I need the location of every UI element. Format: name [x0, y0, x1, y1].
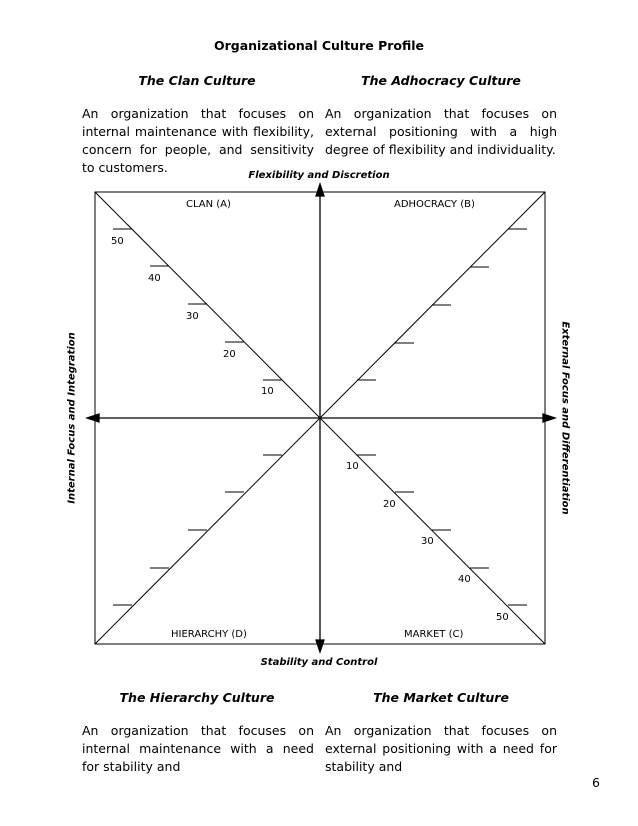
adhocracy-culture-heading: The Adhocracy Culture — [361, 73, 521, 88]
hierarchy-culture-heading: The Hierarchy Culture — [119, 690, 275, 705]
arrow-up — [316, 184, 324, 196]
scale-market-30: 30 — [421, 536, 434, 547]
axis-label-bottom: Stability and Control — [260, 657, 378, 668]
page-number: 6 — [592, 775, 600, 790]
scale-clan-40: 40 — [148, 273, 161, 284]
scale-market-20: 20 — [383, 499, 396, 510]
axis-label-right: External Focus and Differentiation — [559, 321, 571, 515]
axis-label-top: Flexibility and Discretion — [248, 170, 390, 181]
scale-clan-10: 10 — [261, 386, 274, 397]
document-title: Organizational Culture Profile — [213, 38, 425, 53]
arrow-left — [87, 414, 99, 422]
clan-culture-heading: The Clan Culture — [138, 73, 256, 88]
quadrant-label-adhocracy: ADHOCRACY (B) — [394, 199, 475, 210]
clan-culture-description: An organization that focuses on internal maintenance with flexibility, concern for people, and sensitivity to customers. — [82, 106, 314, 175]
quadrant-label-market: MARKET (C) — [404, 629, 464, 640]
scale-market-10: 10 — [346, 461, 359, 472]
market-culture-heading: The Market Culture — [373, 690, 509, 705]
scale-clan-30: 30 — [186, 311, 199, 322]
market-culture-description: An organization that focuses on external positioning with a need for stability and — [325, 723, 557, 774]
arrow-down — [316, 640, 324, 652]
axis-label-left: Internal Focus and Integration — [66, 332, 78, 504]
hierarchy-culture-description: An organization that focuses on internal maintenance with a need for stability and — [82, 723, 314, 774]
arrow-right — [543, 414, 555, 422]
scale-clan-20: 20 — [223, 349, 236, 360]
adhocracy-culture-description: An organization that focuses on external positioning with a high degree of flexibility and individuality. — [325, 106, 557, 157]
quadrant-label-clan: CLAN (A) — [186, 199, 231, 210]
scale-clan-50: 50 — [111, 236, 124, 247]
quadrant-label-hierarchy: HIERARCHY (D) — [171, 629, 247, 640]
scale-market-40: 40 — [458, 574, 471, 585]
scale-market-50: 50 — [496, 612, 509, 623]
